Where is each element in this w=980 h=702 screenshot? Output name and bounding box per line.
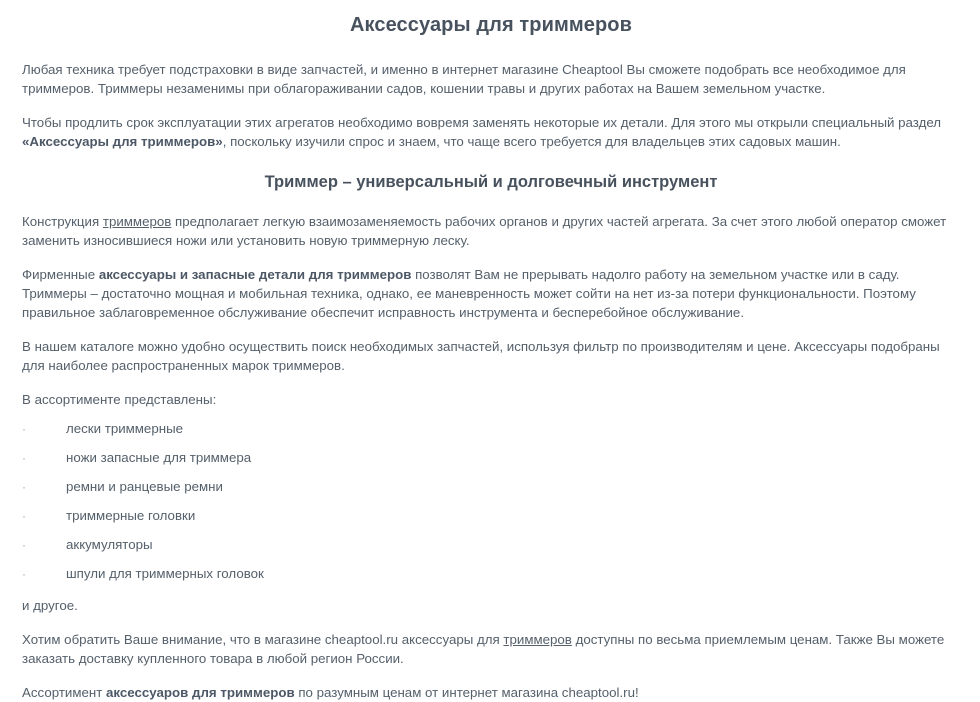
spacer	[22, 615, 960, 630]
spacer	[22, 250, 960, 265]
paragraph-section-reason	[22, 113, 960, 151]
spacer	[22, 98, 960, 113]
paragraph-branded-accessories-bold: аксессуары и запасные детали для триммеров	[98, 267, 412, 282]
paragraph-construction-part2: предполагает легкую взаимозаменяемость рабочих органов и других частей агрегата. За счет этого любой оператор сможет заменить износившиеся ножи или установить новую триммерную леску.	[22, 214, 947, 248]
list-item-label: триммерные головки	[66, 508, 196, 523]
paragraph-attention-pricing-part2: доступны по весьма приемлемым ценам. Также Вы можете заказать доставку купленного товара в любой регион России.	[22, 632, 945, 666]
list-item-label: ремни и ранцевые ремни	[66, 479, 223, 494]
paragraph-closing-bold: аксессуаров для триммеров	[106, 685, 295, 700]
spacer	[22, 668, 960, 683]
list-item-label: ножи запасные для триммера	[66, 450, 252, 465]
spacer	[22, 151, 960, 171]
paragraph-section-reason-part2: , поскольку изучили спрос и знаем, что чаще всего требуется для владельцев этих садовых машин.	[222, 134, 841, 149]
spacer	[22, 38, 960, 60]
paragraph-section-reason-bold: «Аксессуары для триммеров»	[22, 134, 223, 149]
spacer	[22, 409, 960, 419]
list-item	[22, 535, 960, 564]
paragraph-closing-part1: Ассортимент	[22, 685, 106, 700]
list-intro-text: В ассортименте представлены:	[22, 392, 217, 407]
list-intro	[22, 390, 960, 409]
list-item-label: шпули для триммерных головок	[66, 566, 264, 581]
spacer	[22, 193, 960, 212]
list-item	[22, 419, 960, 448]
paragraph-closing-part2: по разумным ценам от интернет магазина cheaptool.ru!	[294, 685, 639, 700]
list-item-label: аккумуляторы	[66, 537, 153, 552]
paragraph-intro	[22, 60, 960, 98]
list-item-label: лески триммерные	[66, 421, 184, 436]
spacer	[22, 375, 960, 390]
spacer	[22, 322, 960, 337]
paragraph-branded-accessories-part2: позволят Вам не прерывать надолго работу на земельном участке или в саду. Триммеры – достаточно мощная и мобильная техника, однако, ее маневренность может сойти на нет из-за потери функциональности. Поэтому правильное заблаговременное обслуживание обеспечит исправность инструмента и бесперебойное обслуживание.	[22, 267, 916, 320]
paragraph-branded-accessories	[22, 265, 960, 322]
paragraph-construction-part1: Конструкция	[22, 214, 103, 229]
paragraph-construction	[22, 212, 960, 250]
page-title: Аксессуары для триммеров	[349, 14, 633, 36]
paragraph-branded-accessories-part1: Фирменные	[22, 267, 99, 282]
paragraph-attention-pricing-part1: Хотим обратить Ваше внимание, что в магазине cheaptool.ru аксессуары для	[22, 632, 504, 647]
bullet-dot-icon: ·	[22, 422, 26, 436]
list-item	[22, 477, 960, 506]
paragraph-closing	[22, 683, 960, 702]
paragraph-catalog-search	[22, 337, 960, 375]
list-outro-text: и другое.	[22, 598, 78, 613]
list-item	[22, 564, 960, 593]
paragraph-attention-pricing	[22, 630, 960, 668]
bullet-dot-icon: ·	[22, 480, 26, 494]
list-outro	[22, 596, 960, 615]
link-trimmers-pricing[interactable]: триммеров	[503, 632, 572, 647]
bullet-dot-icon: ·	[22, 509, 26, 523]
section-heading-trimmer: Триммер – универсальный и долговечный инструмент	[264, 173, 718, 191]
paragraph-catalog-search-text: В нашем каталоге можно удобно осуществить поиск необходимых запчастей, используя фильтр по производителям и цене. Аксессуары подобраны для наиболее распространенных марок триммеров.	[22, 339, 940, 373]
list-item	[22, 448, 960, 477]
list-item	[22, 506, 960, 535]
paragraph-section-reason-part1: Чтобы продлить срок эксплуатации этих агрегатов необходимо вовремя заменять некоторые их детали. Для этого мы открыли специальный раздел	[22, 115, 942, 130]
link-trimmers-construction[interactable]: триммеров	[102, 214, 172, 229]
bullet-dot-icon: ·	[22, 567, 26, 581]
paragraph-intro-text: Любая техника требует подстраховки в виде запчастей, и именно в интернет магазине Cheaptool Вы сможете подобрать все необходимое для триммеров. Триммеры незаменимы при облагораживании садов, кошении травы и других работах на Вашем земельном участке.	[22, 62, 906, 96]
assortment-list	[22, 419, 960, 593]
bullet-dot-icon: ·	[22, 538, 26, 552]
bullet-dot-icon: ·	[22, 451, 26, 465]
